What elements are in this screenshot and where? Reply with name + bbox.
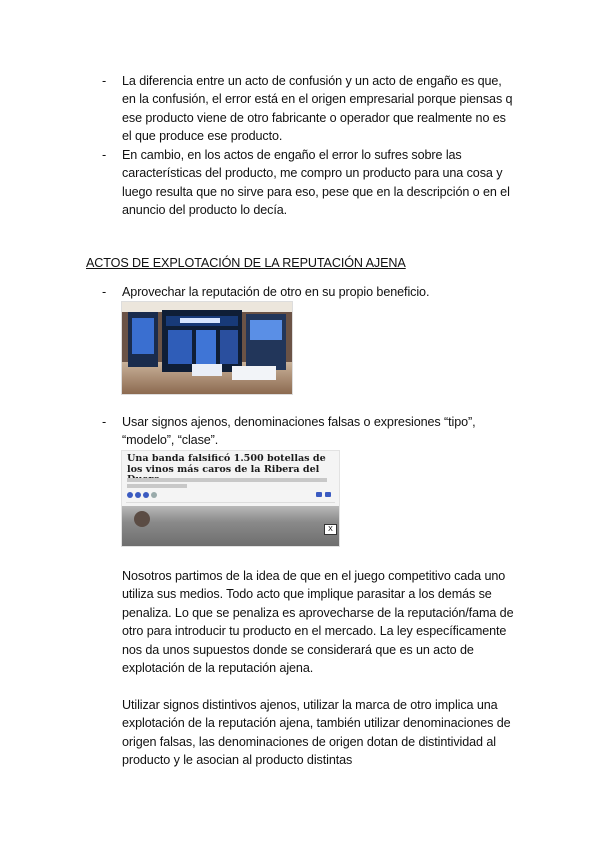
store-photo-image <box>122 302 292 394</box>
bullet-dash: - <box>102 415 107 429</box>
facebook-icon <box>127 492 133 498</box>
bullet-text: La diferencia entre un acto de confusión y un acto de engaño es que, en la confusión, el error está en el origen empresarial porque piensas q ese producto viene de otro fabricante o operador que realmente no es el que produce ese producto. <box>122 74 513 144</box>
clip-ad-overlay <box>122 506 339 546</box>
news-clipping <box>121 450 340 547</box>
paragraph-distinctive-signs: Utilizar signos distintivos ajenos, utilizar la marca de otro implica una explotación de la reputación ajena, también utilizar denominaciones de origen falsas, las denominaciones de origen dotan de distintividad al producto y le asocian al producto distintas <box>122 698 511 768</box>
bullet-text: En cambio, en los actos de engaño el error lo sufres sobre las características del producto, me compro un producto para una cosa y luego resulta que no sirve para eso, pese que en la descripción o en el anuncio del producto lo decía. <box>122 148 510 218</box>
share-icons <box>127 492 157 498</box>
linkedin-icon <box>143 492 149 498</box>
clip-actions <box>316 492 331 497</box>
author-avatar <box>134 511 150 527</box>
section-heading: ACTOS DE EXPLOTACIÓN DE LA REPUTACIÓN AJENA <box>86 256 406 270</box>
bullet-dash: - <box>102 148 107 162</box>
bullet-text: Aprovechar la reputación de otro en su propio beneficio. <box>122 285 430 299</box>
clip-divider <box>126 502 335 503</box>
paragraph-competition: Nosotros partimos de la idea de que en el juego competitivo cada uno utiliza sus medios. Todo acto que implique parasitar a los demás se penaliza. Lo que se penaliza es aprovecharse de la reputación/fama de otro para introducir tu producto en el mercado. La ley específicamente nos da unos supuestos donde se considerará que es un acto de explotación de la reputación ajena. <box>122 569 514 676</box>
bookmark-icon <box>316 492 322 497</box>
news-subtitle-blur <box>127 478 332 488</box>
mail-icon <box>151 492 157 498</box>
close-icon[interactable]: X <box>324 524 337 535</box>
twitter-icon <box>135 492 141 498</box>
store-photo <box>121 301 293 395</box>
news-headline: Una banda falsificó 1.500 botellas de los vinos más caros de la Ribera del <box>127 453 326 475</box>
bullet-text: Usar signos ajenos, denominaciones falsas o expresiones “tipo”, “modelo”, “clase”. <box>122 415 476 448</box>
comment-icon <box>325 492 331 497</box>
bullet-dash: - <box>102 285 107 299</box>
bullet-dash: - <box>102 74 107 88</box>
